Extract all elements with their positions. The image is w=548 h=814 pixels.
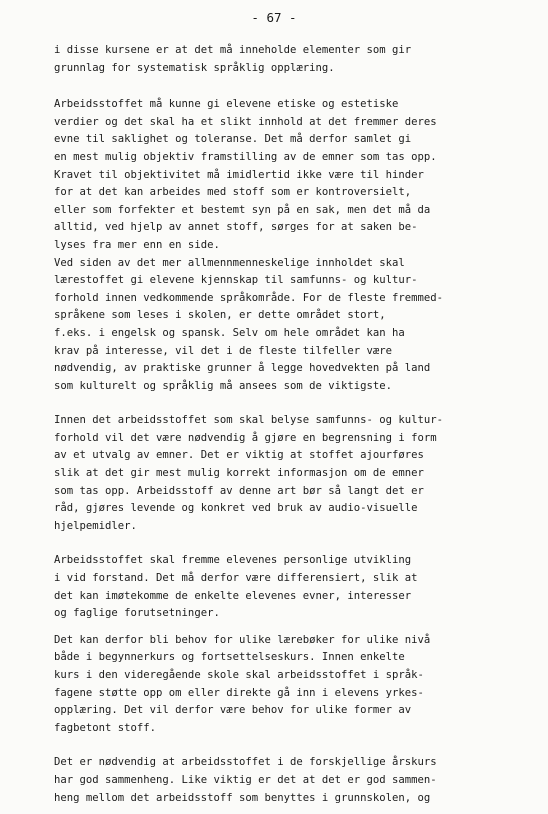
text-line: alltid, ved hjelp av annet stoff, sørges for at saken be- [54,221,418,234]
paragraph [54,632,524,738]
text-line: grunnlag for systematisk språklig opplæring. [54,61,335,74]
paragraph [54,42,524,77]
page-number: - 67 - [251,10,297,25]
paragraph [54,754,524,807]
text-line: forhold innen vedkommende språkområde. For de fleste fremmed- [54,291,444,304]
text-line: forhold vil det være nødvendig å gjøre en begrensning i form [54,431,437,444]
paragraph [54,96,524,254]
text-line: og faglige forutsetninger. [54,607,220,620]
paragraph [54,255,524,396]
text-line: for at det kan arbeides med stoff som er kontroversielt, [54,186,412,199]
text-line: som kulturelt og språklig må ansees som de viktigste. [54,379,393,392]
text-line: Ved siden av det mer allmennmenneskelige innholdet skal [54,256,405,269]
text-line: i disse kursene er at det må inneholde elementer som gir [54,44,412,56]
text-line: fagene støtte opp om eller direkte gå inn i elevens yrkes- [54,686,424,699]
text-line: Det kan derfor bli behov for ulike lærebøker for ulike nivå [54,633,431,646]
text-line: Det er nødvendig at arbeidsstoffet i de forskjellige årskurs [54,756,437,769]
text-line: hjelpemidler. [54,519,137,532]
text-line: Arbeidsstoffet skal fremme elevenes personlige utvikling [54,554,412,567]
text-line: fagbetont stoff. [54,721,157,734]
text-line: eller som forfekter et bestemt syn på en sak, men det må da [54,203,431,216]
text-line: har god sammenheng. Like viktig er det at det er god sammen- [54,773,437,786]
text-line: lyses fra mer enn en side. [54,238,220,251]
text-line: opplæring. Det vil derfor være behov for ulike former av [54,704,412,717]
paragraph [54,552,524,622]
text-line: råd, gjøres levende og konkret ved bruk av audio-visuelle [54,502,418,515]
paragraph [54,412,524,535]
text-line: kurs i den videregående skole skal arbeidsstoffet i språk- [54,669,424,681]
text-line: evne til saklighet og toleranse. Det må derfor samlet gi [54,133,412,146]
text-line: både i begynnerkurs og fortsettelseskurs. Innen enkelte [54,651,405,664]
text-line: lærestoffet gi elevene kjennskap til samfunns- og kultur- [54,274,418,287]
text-line: en mest mulig objektiv framstilling av de emner som tas opp. [54,150,437,163]
text-line: krav på interesse, vil det i de fleste tilfeller være [54,344,393,357]
text-line: Kravet til objektivitet må imidlertid ikke være til hinder [54,168,424,181]
text-line: det kan imøtekomme de enkelte elevenes evner, interesser [54,589,412,602]
text-line: slik at det gir mest mulig korrekt informasjon om de emner [54,467,424,480]
text-line: Arbeidsstoffet må kunne gi elevene etiske og estetiske [54,98,399,111]
text-line: Innen det arbeidsstoffet som skal belyse samfunns- og kultur- [54,414,444,427]
text-line: verdier og det skal ha et slikt innhold at det fremmer deres [54,115,437,128]
document-body [54,42,524,807]
text-line: som tas opp. Arbeidsstoff av denne art bør så langt det er [54,484,424,497]
text-line: språkene som leses i skolen, er dette området stort, [54,309,386,322]
text-line: heng mellom det arbeidsstoff som benyttes i grunnskolen, og [54,791,431,804]
text-line: f.eks. i engelsk og spansk. Selv om hele området kan ha [54,326,405,339]
text-line: i vid forstand. Det må derfor være differensiert, slik at [54,572,418,585]
text-line: av et utvalg av emner. Det er viktig at stoffet ajourføres [54,449,424,462]
text-line: nødvendig, av praktiske grunner å legge hovedvekten på land [54,362,431,375]
